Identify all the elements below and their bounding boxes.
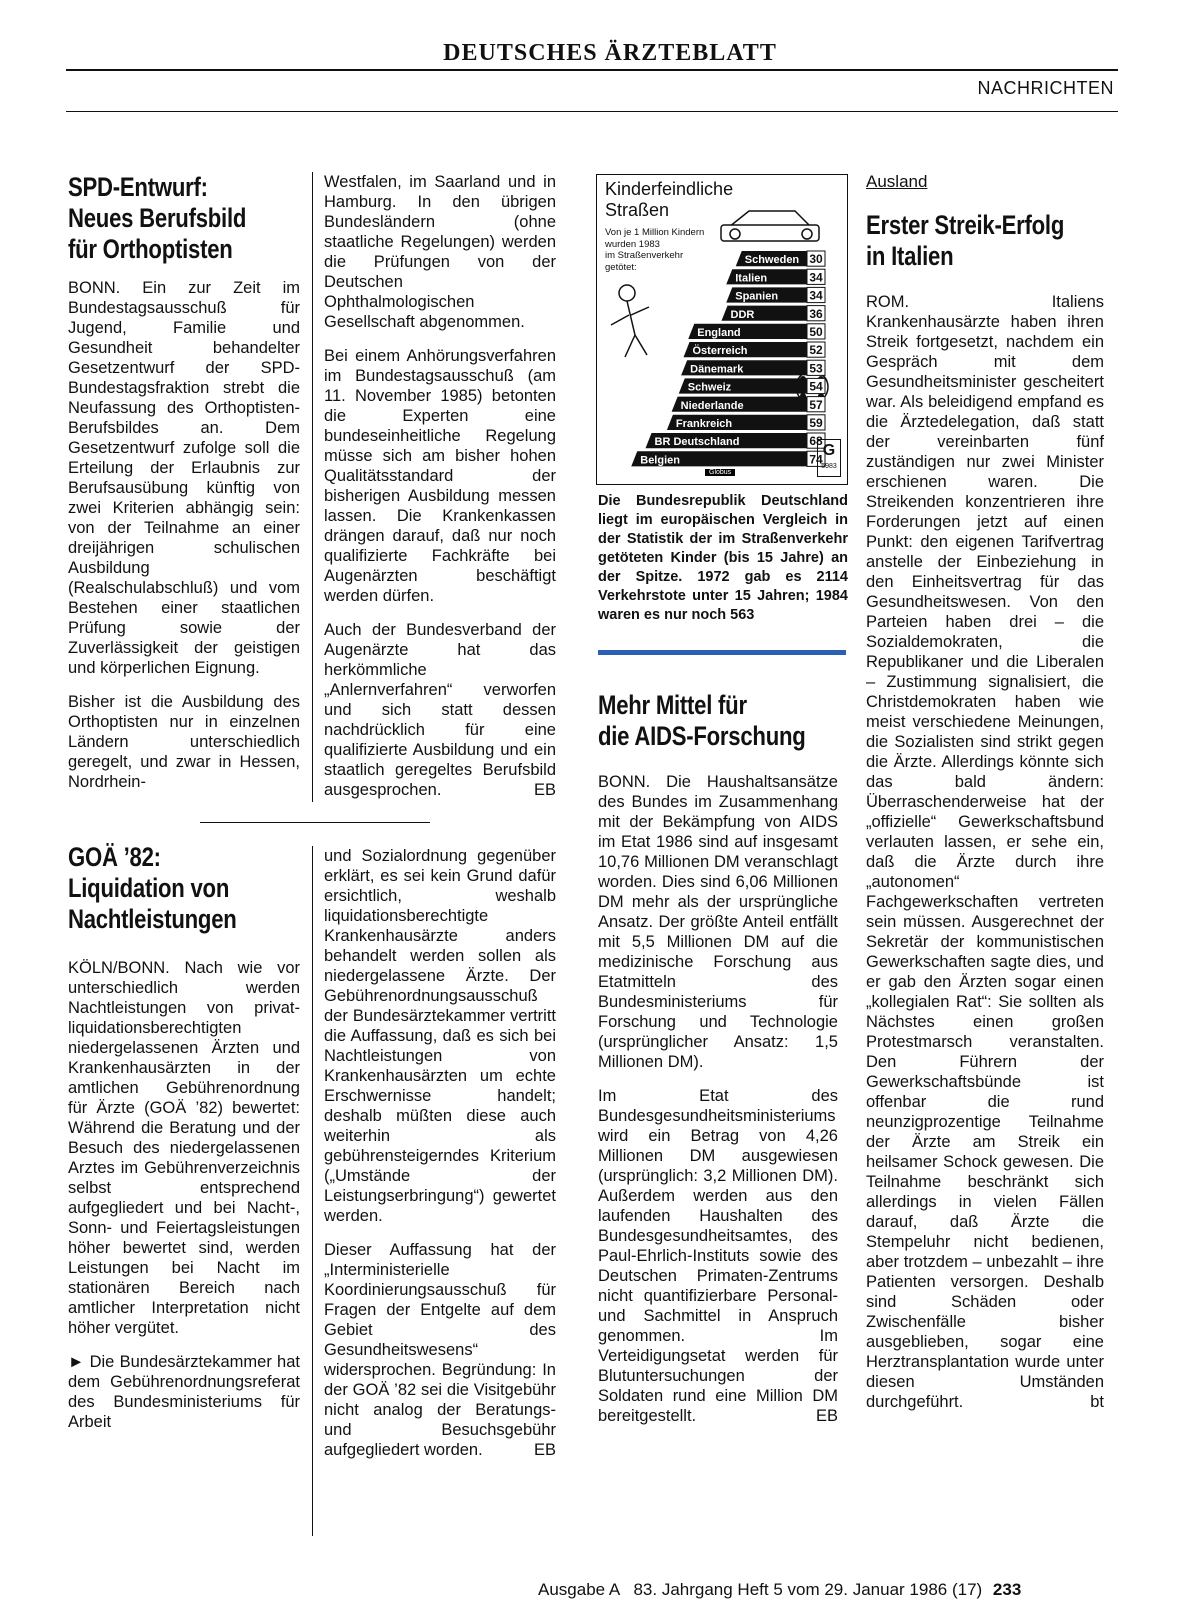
article2-paragraph: ► Die Bundesärztekammer hat dem Gebührenordnungsreferat des Bundesministeriums für Arbeit xyxy=(68,1353,300,1431)
bar-label: Italien xyxy=(735,272,768,285)
article1-paragraph: Bisher ist die Ausbildung des Orthoptisten nur in einzelnen Ländern unterschiedlich geregelt, und zwar in Hessen, Nordrhein- xyxy=(68,693,300,791)
section-rule xyxy=(66,111,1118,112)
bar-chart xyxy=(597,175,847,484)
bar-label: Spanien xyxy=(735,290,779,303)
car-illustration xyxy=(721,211,819,241)
article1-col1 xyxy=(68,278,300,806)
article1-col2 xyxy=(324,172,556,800)
article3-headline: Mehr Mittel für die AIDS-Forschung xyxy=(598,690,806,751)
bar-value: 34 xyxy=(809,288,823,303)
infographic-caption: Die Bundesrepublik Deutschland liegt im europäischen Vergleich in der Statistik der im Straßenverkehr getöteten Kinder (bis 15 Jahre) an der Spitze. 1972 gab es 2114 Verkehrstote unter 15 Jahren; 1984 waren es nur noch 563 xyxy=(598,493,848,623)
infographic-title: Kinderfeindliche Straßen xyxy=(605,179,734,220)
article3-paragraph: Im Etat des Bundesgesundheitsministeriums wird ein Betrag von 4,26 Millionen DM ausgewiesen (ursprünglich: 3,2 Millionen DM). Außerdem werden aus den laufenden Haushalten des Bundesgesundheitsamtes, des Paul-Ehrlich-Instituts sowie des Deutschen Primaten-Zentrums nicht quantifizierbare Personal- und Sachmittel in Anspruch genommen. Im Verteidigungsetat werden für Blutuntersuchungen der Soldaten rund eine Million DM bereitgestellt. xyxy=(598,1087,838,1425)
bar-value: 36 xyxy=(809,306,823,321)
article2-paragraph: und Sozialordnung gegenüber erklärt, es sei kein Grund dafür ersichtlich, weshalb liquidationsberechtigte Krankenhausärzte anders behandelt werden sollen als niedergelassene Ärzte. Der Gebührenordnungsausschuß der Bundesärztekammer vertritt die Auffassung, daß es sich bei Nachtleistungen von Krankenhausärzten um echte Erschwernisse handelt; deshalb müßten diese auch weiterhin als gebührensteigerndes Kriterium („Umstände der Leistungserbringung“) gewertet werden. xyxy=(324,847,556,1225)
masthead-rule xyxy=(66,69,1118,71)
bar-value: 59 xyxy=(809,416,823,430)
article-separator xyxy=(200,822,430,823)
article2-headline: GOÄ ’82: Liquidation von Nachtleistungen xyxy=(68,842,237,934)
bar-value: 50 xyxy=(809,325,823,339)
bar-value: 53 xyxy=(809,361,823,376)
bar-value: 34 xyxy=(809,270,823,285)
column-divider xyxy=(312,172,313,802)
masthead: DEUTSCHES ÄRZTEBLATT xyxy=(443,40,777,66)
source-label: Globus xyxy=(705,469,735,476)
article2-signature: EB xyxy=(533,1441,556,1459)
article1-paragraph: Bei einem Anhörungsverfahren im Bundestagsausschuß (am 11. November 1985) betonten die Experten eine bundeseinheitliche Regelung müsse sich am bisher hohen Qualitätsstandard der bisherigen Ausbildung messen lassen. Die Krankenkassen drängen darauf, daß nur noch qualifizierte Fachkräfte bei Augenärzten beschäftigt werden dürfen. xyxy=(324,347,556,605)
bar-value: 57 xyxy=(809,397,823,412)
bar-value: 54 xyxy=(809,379,823,394)
article3-signature: EB xyxy=(815,1407,838,1425)
issue-info: Ausgabe A 83. Jahrgang Heft 5 vom 29. Januar 1986 (17) xyxy=(538,1580,983,1599)
column-divider xyxy=(312,846,313,1536)
article2-paragraph: Dieser Auffassung hat der „Interministerielle Koordinierungsausschuß für Fragen der Entgelte auf dem Gebiet des Gesundheitswesens“ widersprochen. Begründung: In der GOÄ ’82 sei die Visitgebühr nicht analog der Beratungs- und Besuchsgebühr aufgegliedert worden. xyxy=(324,1241,556,1459)
section-label: NACHRICHTEN xyxy=(977,78,1114,98)
article3-body xyxy=(598,772,838,1426)
child-illustration xyxy=(611,285,649,357)
infographic xyxy=(596,174,848,485)
bar-label: DDR xyxy=(730,308,755,321)
bar-value: 74 xyxy=(809,452,823,467)
bar-label: BR Deutschland xyxy=(654,436,740,449)
bar-label: Schweiz xyxy=(687,381,732,394)
article2-col1 xyxy=(68,958,300,1446)
article1-headline: SPD-Entwurf: Neues Berufsbild für Orthoptisten xyxy=(68,172,247,264)
page-footer xyxy=(538,1580,1021,1600)
article4-paragraph: ROM. Italiens Krankenhausärzte haben ihren Streik fortgesetzt, nachdem ein Gespräch mit dem Gesundheitsminister gescheitert war. Als beleidigend empfand es die Ärztedelegation, daß statt der vereinbarten fünf zuständigen nur zwei Minister erschienen waren. Die Streikenden konzentrieren ihre Forderungen jetzt auf einen Punkt: den eigenen Tarifvertrag anstelle der Einbeziehung in den Einheitsvertrag für das Gesundheitswesen. Von den Parteien haben drei – die Sozialdemokraten, die Republikaner und die Liberalen – Zustimmung signalisiert, die Christdemokraten haben wie meist verschiedene Meinungen, die Sozialisten sind strikt gegen die Ärzte. Allerdings könnte sich das bald ändern: Überraschenderweise hat der „offizielle“ Gewerkschaftsbund verlauten lassen, er sehe ein, daß die Ärzte durch ihre „autonomen“ Fachgewerkschaften vertreten sein müssen. Ausgerechnet der Sekretär der kommunistischen Gewerkschaften sagte dies, und er gab den Ärzten sogar einen „kollegialen Rat“: Sie sollten als Nächstes einen großen Protestmarsch veranstalten. Den Führern der Gewerkschaftsbünde ist offenbar die rund neunzigprozentige Teilnahme der Ärzte am Streik ein heilsamer Schock gewesen. Die Teilnahme beschränkt sich allerdings in vielen Fällen darauf, daß Ärzte die Stempeluhr nicht bedienen, aber trotzdem – unbezahlt – ihre Patienten versorgen. Deshalb sind Schäden oder Zwischenfälle bisher ausgeblieben, sogar eine Herztransplantation wurde unter diesen Umständen durchgeführt. xyxy=(866,293,1104,1411)
article1-signature: EB xyxy=(533,781,556,799)
article3-paragraph: BONN. Die Haushaltsansätze des Bundes im Zusammenhang mit der Bekämpfung von AIDS im Etat 1986 sind auf insgesamt 10,76 Millionen DM veranschlagt worden. Dies sind 6,06 Millionen DM mehr als der ursprüngliche Ansatz. Der größte Anteil entfällt mit 5,5 Millionen DM auf die medizinische Forschung aus Etatmitteln des Bundesministeriums für Forschung und Technologie (ursprünglicher Ansatz: 1,5 Millionen DM). xyxy=(598,773,838,1071)
bar-label: Dänemark xyxy=(690,363,744,376)
article4-body xyxy=(866,292,1104,1412)
page-number: 233 xyxy=(992,1580,1022,1599)
article1-paragraph: Westfalen, im Saarland und in Hamburg. In den übrigen Bundesländern (ohne staatliche Regelungen) werden die Prüfungen von der Deutschen Ophthalmologischen Gesellschaft abgenommen. xyxy=(324,173,556,331)
kicker-ausland: Ausland xyxy=(866,172,928,191)
globus-logo: G 5983 xyxy=(817,439,841,477)
bar-label: Frankreich xyxy=(675,418,733,430)
bar-value: 30 xyxy=(809,252,823,267)
bar-label: Österreich xyxy=(692,345,748,358)
article2-col2 xyxy=(324,846,556,1460)
bar-label: England xyxy=(697,327,741,339)
bar-label: Belgien xyxy=(640,454,680,467)
bar-label: Schweden xyxy=(744,254,800,267)
article2-paragraph: KÖLN/BONN. Nach wie vor unterschiedlich werden Nachtleistungen von privat-liquidationsberechtigten niedergelassenen Ärzten und Krankenhausärzten in der amtlichen Gebührenordnung für Ärzte (GOÄ ’82) bewertet: Während die Beratung und der Besuch des niedergelassenen Arztes im Gebührenverzeichnis selbst entsprechend aufgegliedert und bei Nacht-, Sonn- und Feiertagsleistungen höher bewertet sind, werden Leistungen bei Nacht im stationären Bereich nach amtlicher Interpretation nicht höher vergütet. xyxy=(68,959,300,1337)
article4-signature: bt xyxy=(1090,1393,1104,1411)
article1-paragraph: BONN. Ein zur Zeit im Bundestagsausschuß für Jugend, Familie und Gesundheit behandelter Gesetzentwurf der SPD-Bundestagsfraktion strebt die Neufassung des Orthoptisten-Berufsbildes an. Dem Gesetzentwurf zufolge soll die Erteilung der Erlaubnis zur Berufsausübung künftig von zwei Kriterien abhängig sein: von der Teilnahme an einer dreijährigen schulischen Ausbildung (Realschulabschluß) und vom Bestehen einer staatlichen Prüfung sowie der Zuverlässigkeit der geistigen und körperlichen Eignung. xyxy=(68,279,300,677)
infographic-subtitle: Von je 1 Million Kindern wurden 1983 im Straßenverkehr getötet: xyxy=(605,227,705,273)
article4-headline: Erster Streik-Erfolg in Italien xyxy=(866,210,1065,271)
accent-bar xyxy=(598,650,846,655)
bar-value: 68 xyxy=(809,434,823,449)
article1-paragraph: Auch der Bundesverband der Augenärzte hat das herkömmliche „Anlernverfahren“ verworfen und sich statt dessen nachdrücklich für eine qualifizierte Ausbildung und ein staatlich geregeltes Berufsbild ausgesprochen. xyxy=(324,621,556,799)
bar-label: Niederlande xyxy=(680,399,744,412)
bar-value: 52 xyxy=(809,343,823,358)
